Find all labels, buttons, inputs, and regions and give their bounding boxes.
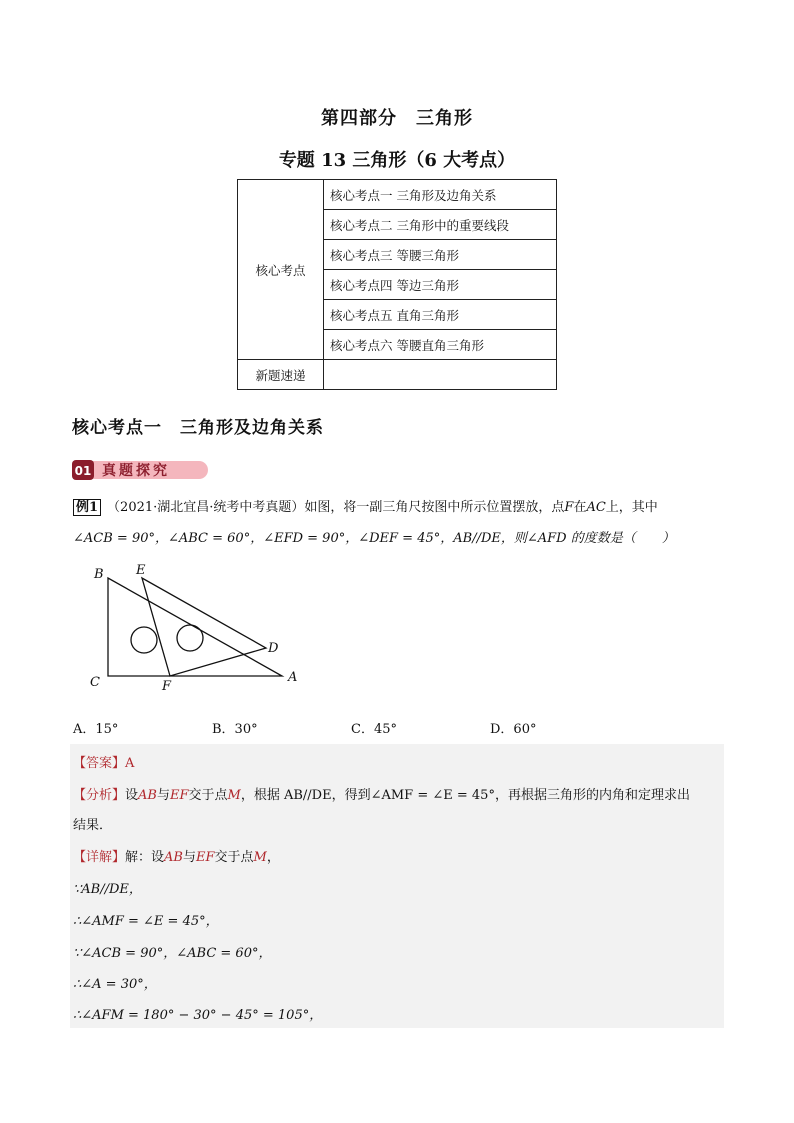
example-tag: 例1 (73, 499, 101, 516)
banner-text: 真题探究 (102, 463, 170, 479)
label-F: F (162, 679, 172, 694)
option-a: A．15° (73, 722, 119, 737)
label-B: B (94, 567, 104, 582)
part-title: 第四部分 三角形 (321, 108, 473, 129)
toc-item: 核心考点六 等腰直角三角形 (324, 330, 557, 360)
label-D: D (268, 641, 279, 656)
toc-item: 核心考点二 三角形中的重要线段 (324, 210, 557, 240)
step-line: ∴∠AFM = 180° − 30° − 45° = 105°， (73, 1008, 323, 1023)
option-c: C．45° (351, 722, 397, 737)
toc-table (237, 179, 557, 390)
topic-title: 专题 13 三角形（6 大考点） (278, 150, 516, 171)
example-question: 例1 （2021·湖北宜昌·统考中考真题）如图，将一副三角尺按图中所示位置摆放，点F在AC上，其中 ∠ACB = 90°，∠ABC = 60°，∠EFD = 90°，∠DEF = 45°，AB//DE，则∠AFD 的度数是（ ） (73, 492, 733, 554)
example-text: （2021·湖北宜昌·统考中考真题）如图，将一副三角尺按图中所示位置摆放，点 (107, 500, 565, 515)
label-A: A (288, 670, 298, 685)
toc-new-value (324, 360, 557, 390)
toc-item: 核心考点五 直角三角形 (324, 300, 557, 330)
step-line: ∴∠AMF = ∠E = 45°， (73, 914, 219, 929)
toc-item: 核心考点三 等腰三角形 (324, 240, 557, 270)
analysis-line-2: 结果． (73, 818, 113, 833)
step-line: ∵AB//DE， (73, 882, 142, 897)
step-line: ∵∠ACB = 90°，∠ABC = 60°， (73, 946, 272, 961)
toc-new-label: 新题速递 (238, 360, 324, 390)
example-conditions: ∠ACB = 90°，∠ABC = 60°，∠EFD = 90°，∠DEF = 45°，AB//DE，则∠AFD 的度数是（ ） (73, 531, 675, 546)
toc-item: 核心考点四 等边三角形 (324, 270, 557, 300)
section-heading: 核心考点一 三角形及边角关系 (72, 418, 324, 438)
option-d: D．60° (490, 722, 537, 737)
answer-line: 【答案】A (73, 756, 135, 771)
analysis-line: 【分析】设AB与EF交于点M，根据 AB//DE，得到∠AMF = ∠E = 45°，再根据三角形的内角和定理求出 (73, 788, 690, 803)
detail-line: 【详解】解：设AB与EF交于点M， (73, 850, 280, 865)
step-line: ∴∠A = 30°， (73, 977, 157, 992)
section-banner (70, 458, 210, 482)
toc-core-label: 核心考点 (238, 180, 324, 360)
banner-number: 01 (74, 464, 92, 478)
option-b: B．30° (212, 722, 258, 737)
label-E: E (136, 563, 146, 578)
label-C: C (90, 675, 100, 690)
answer-options (73, 718, 629, 737)
toc-item: 核心考点一 三角形及边角关系 (324, 180, 557, 210)
triangle-figure (86, 556, 316, 696)
